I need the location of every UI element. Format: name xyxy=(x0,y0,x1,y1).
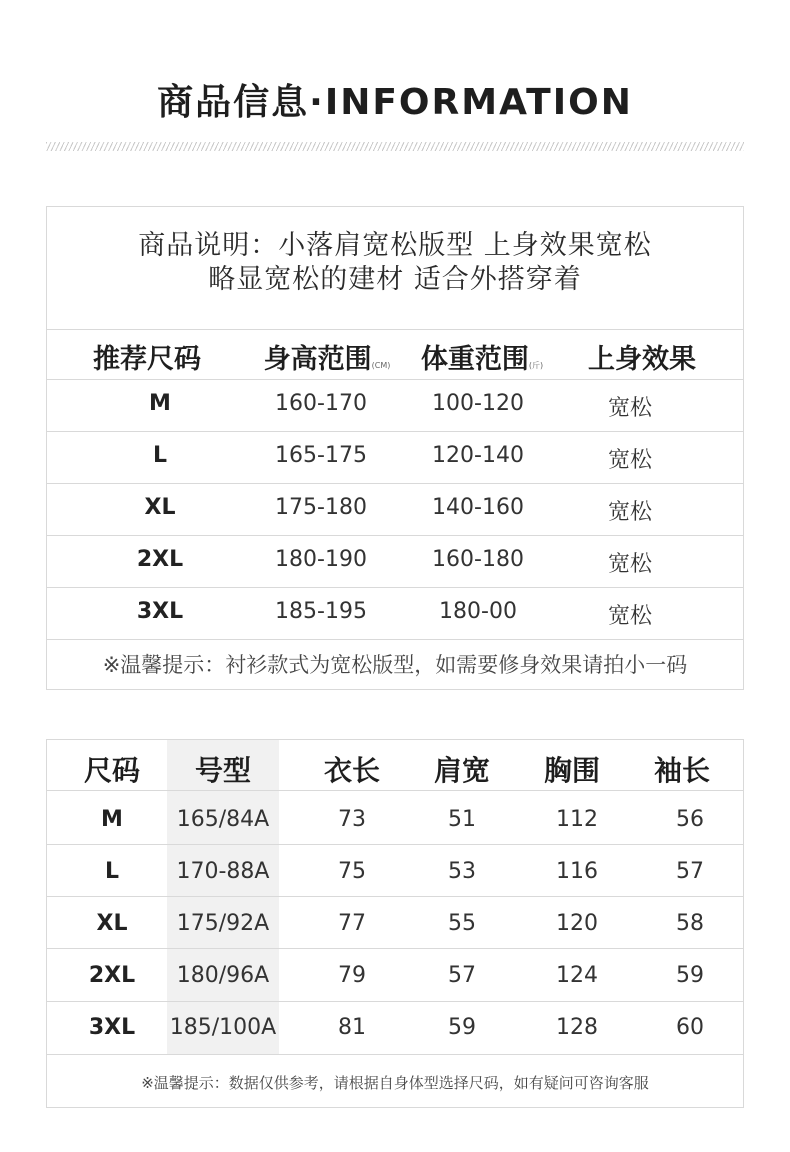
measurement-table xyxy=(46,739,744,1108)
model-cell: 165/84A xyxy=(176,807,270,832)
chest-cell: 128 xyxy=(556,1015,598,1040)
table-row xyxy=(47,431,743,483)
model-cell: 170-88A xyxy=(176,859,270,884)
size-cell: 3XL xyxy=(136,599,184,624)
weight-cell: 180-00 xyxy=(439,599,517,624)
recommend-size-table xyxy=(46,206,744,690)
length-cell: 75 xyxy=(338,859,366,884)
chest-cell: 124 xyxy=(556,963,598,988)
divider xyxy=(47,896,743,897)
size-cell: L xyxy=(104,859,120,884)
sleeve-cell: 58 xyxy=(676,911,704,936)
shoulder-cell: 51 xyxy=(448,807,476,832)
chest-cell: 112 xyxy=(556,807,598,832)
table-header xyxy=(47,740,743,792)
header-weight-unit: (斤) xyxy=(528,361,544,370)
description-line-1: 商品说明：小落肩宽松版型 上身效果宽松 xyxy=(138,230,652,261)
table-row xyxy=(47,379,743,431)
table-row xyxy=(47,898,743,950)
effect-cell: 宽松 xyxy=(607,396,652,421)
header-shoulder: 肩宽 xyxy=(433,754,490,787)
effect-cell: 宽松 xyxy=(607,448,652,473)
table-header xyxy=(47,329,743,379)
divider xyxy=(47,1054,743,1055)
product-description xyxy=(47,229,743,297)
divider xyxy=(47,639,743,640)
header-height-unit: (CM) xyxy=(371,361,391,370)
header-size: 推荐尺码 xyxy=(93,344,201,375)
effect-cell: 宽松 xyxy=(607,500,652,525)
header-weight: 体重范围(斤) xyxy=(420,344,544,375)
effect-cell: 宽松 xyxy=(607,552,652,577)
weight-cell: 140-160 xyxy=(432,495,524,520)
chest-cell: 120 xyxy=(556,911,598,936)
model-cell: 185/100A xyxy=(169,1015,277,1040)
height-cell: 180-190 xyxy=(275,547,367,572)
shoulder-cell: 57 xyxy=(448,963,476,988)
model-cell: 180/96A xyxy=(176,963,270,988)
table-row xyxy=(47,950,743,1002)
sleeve-cell: 59 xyxy=(676,963,704,988)
header-effect: 上身效果 xyxy=(588,344,696,375)
weight-cell: 100-120 xyxy=(432,391,524,416)
length-cell: 81 xyxy=(338,1015,366,1040)
hatch-divider xyxy=(46,142,744,151)
height-cell: 160-170 xyxy=(275,391,367,416)
shoulder-cell: 53 xyxy=(448,859,476,884)
shoulder-cell: 59 xyxy=(448,1015,476,1040)
height-cell: 175-180 xyxy=(275,495,367,520)
sleeve-cell: 57 xyxy=(676,859,704,884)
tip-note: ※温馨提示：衬衫款式为宽松版型，如需要修身效果请拍小一码 xyxy=(102,653,688,677)
table-row xyxy=(47,1002,743,1054)
header-model: 号型 xyxy=(194,754,251,787)
size-cell: 3XL xyxy=(88,1015,136,1040)
size-cell: M xyxy=(149,391,171,416)
divider xyxy=(47,844,743,845)
description-line-2: 略显宽松的建材 适合外搭穿着 xyxy=(208,264,582,295)
length-cell: 79 xyxy=(338,963,366,988)
shoulder-cell: 55 xyxy=(448,911,476,936)
weight-cell: 160-180 xyxy=(432,547,524,572)
length-cell: 73 xyxy=(338,807,366,832)
tip-note: ※温馨提示：数据仅供参考，请根据自身体型选择尺码，如有疑问可咨询客服 xyxy=(141,1074,649,1092)
divider xyxy=(47,948,743,949)
height-cell: 185-195 xyxy=(275,599,367,624)
model-cell: 175/92A xyxy=(176,911,270,936)
table-row xyxy=(47,535,743,587)
size-cell: M xyxy=(101,807,123,832)
table-row xyxy=(47,483,743,535)
header-chest: 胸围 xyxy=(543,754,600,787)
size-cell: 2XL xyxy=(136,547,184,572)
chest-cell: 116 xyxy=(556,859,598,884)
size-cell: XL xyxy=(144,495,176,520)
size-cell: L xyxy=(152,443,168,468)
weight-cell: 120-140 xyxy=(432,443,524,468)
divider xyxy=(47,790,743,791)
size-cell: 2XL xyxy=(88,963,136,988)
table-row xyxy=(47,846,743,898)
page-title: 商品信息·INFORMATION xyxy=(157,82,633,123)
header-length: 衣长 xyxy=(323,754,380,787)
table-row xyxy=(47,794,743,846)
length-cell: 77 xyxy=(338,911,366,936)
effect-cell: 宽松 xyxy=(607,604,652,629)
height-cell: 165-175 xyxy=(275,443,367,468)
sleeve-cell: 56 xyxy=(676,807,704,832)
header-size: 尺码 xyxy=(83,754,140,787)
sleeve-cell: 60 xyxy=(676,1015,704,1040)
size-cell: XL xyxy=(96,911,128,936)
header-sleeve: 袖长 xyxy=(653,754,710,787)
header-height: 身高范围(CM) xyxy=(263,344,391,375)
table-row xyxy=(47,587,743,639)
